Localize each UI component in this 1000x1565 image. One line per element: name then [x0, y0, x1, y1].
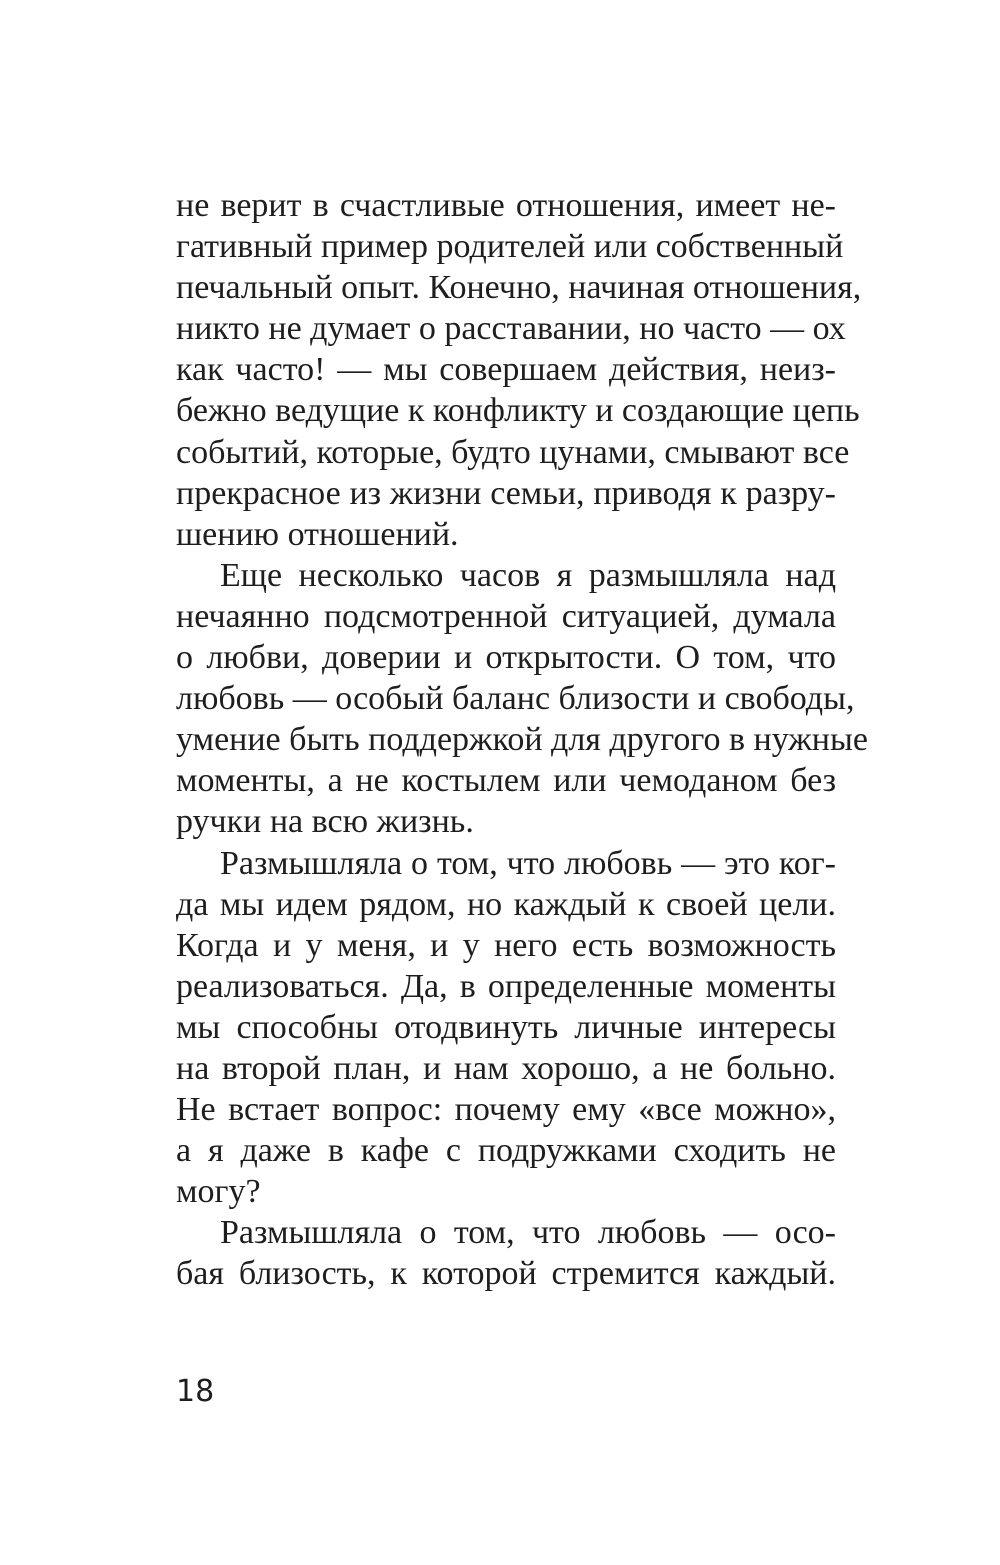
text-line: ручки на всю жизнь. — [176, 803, 474, 841]
text-line: Размышляла о том, что любовь — осо- — [220, 1214, 836, 1252]
text-line: Когда и у меня, и у него есть возможность — [176, 926, 836, 964]
page-number: 18 — [176, 1374, 215, 1409]
text-line: могу? — [176, 1173, 261, 1211]
text-line: Еще несколько часов я размышляла над — [220, 556, 836, 594]
text-line: нечаянно подсмотренной ситуацией, думала — [176, 597, 836, 635]
body-text — [176, 185, 868, 1295]
text-line: гативный пример родителей или собственный — [176, 228, 844, 266]
text-line: мы способны отодвинуть личные интересы — [176, 1008, 836, 1046]
text-line: любовь — особый баланс близости и свободы, — [176, 680, 855, 718]
text-line: Размышляла о том, что любовь — это ког- — [220, 844, 836, 882]
text-line: моменты, а не костылем или чемоданом без — [176, 762, 836, 800]
text-line: да мы идем рядом, но каждый к своей цели. — [176, 885, 836, 923]
text-line: не верит в счастливые отношения, имеет не- — [176, 187, 836, 224]
text-line: бая близость, к которой стремится каждый. — [176, 1255, 836, 1293]
text-line: печальный опыт. Конечно, начиная отношения, — [176, 269, 862, 307]
text-line: событий, которые, будто цунами, смывают все — [176, 433, 850, 471]
text-line: никто не думает о расставании, но часто — ох — [176, 310, 846, 348]
text-line: шению отношений. — [176, 515, 459, 553]
text-line: бежно ведущие к конфликту и создающие цепь — [176, 392, 860, 430]
text-line: как часто! — мы совершаем действия, неиз- — [176, 351, 836, 389]
text-line: а я даже в кафе с подружками сходить не — [176, 1132, 836, 1170]
text-line: прекрасное из жизни семьи, приводя к разру- — [176, 474, 836, 512]
text-line: реализоваться. Да, в определенные моменты — [176, 967, 836, 1005]
text-line: Не встает вопрос: почему ему «все можно», — [176, 1091, 836, 1129]
text-line: умение быть поддержкой для другого в нужные — [176, 721, 868, 759]
text-line: о любви, доверии и открытости. О том, что — [176, 639, 836, 677]
text-line: на второй план, и нам хорошо, а не больно. — [176, 1049, 836, 1087]
